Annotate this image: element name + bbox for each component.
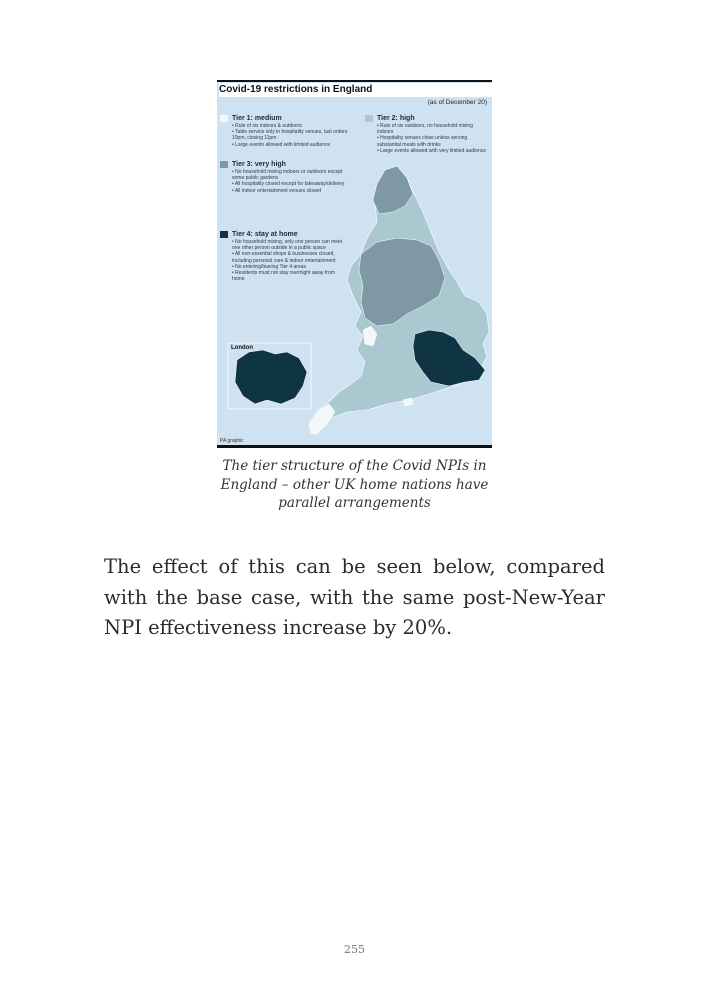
figure-date-note: (as of December 20) xyxy=(427,99,487,106)
tier-4-swatch xyxy=(220,231,228,238)
london-inset-label: London xyxy=(231,345,253,351)
tier-3-rule: • All indoor entertainment venues closed xyxy=(232,187,322,194)
figure-title: Covid-19 restrictions in England xyxy=(219,83,492,97)
tier-1-rule: • Rule of six indoors & outdoors xyxy=(232,123,302,129)
tier-1-rule: • Large events allowed with limited audience xyxy=(232,141,331,148)
tier-3-legend xyxy=(220,160,345,194)
tier-2-rule: • Hospitality venues close unless serving substantial meals with drinks xyxy=(377,135,468,148)
london-inset-map xyxy=(235,350,307,404)
tier-4-rule: • No entering/leaving Tier 4 areas xyxy=(232,263,307,270)
tier-3-rule: • All hospitality closed except for takeaway/delivery xyxy=(232,181,345,188)
tier-4-rule: • Residents must not stay overnight away from home xyxy=(232,270,335,283)
tier-2-rule: • Large events allowed with very limited audience xyxy=(377,147,487,154)
figure-credit: PA graphic xyxy=(220,438,244,444)
tier-2-rule: • Rule of six outdoors, no household mixing indoors xyxy=(377,123,473,136)
tier-3-rule: • No household mixing indoors or outdoors except some public gardens xyxy=(232,169,343,182)
tier-3-name: Tier 3: very high xyxy=(232,161,286,168)
tier-2-name: Tier 2: high xyxy=(377,115,415,122)
tier-1-legend xyxy=(220,114,360,148)
tier-4-rule: • All non-essential shops & businesses closed, including personal care & indoor entertainment xyxy=(232,251,336,264)
tier-4-name: Tier 4: stay at home xyxy=(232,231,298,238)
tier-map-figure xyxy=(217,80,492,448)
tier-2-legend xyxy=(365,114,489,154)
tier1-cornwall-region xyxy=(309,404,335,434)
body-paragraph: The effect of this can be seen below, compared with the base case, with the same post-New-Year NPI effectiveness increase by 20%. xyxy=(104,555,605,639)
figure-caption: The tier structure of the Covid NPIs in England – other UK home nations have parallel arrangements xyxy=(220,458,489,511)
tier-4-legend xyxy=(220,230,345,282)
tier-2-swatch xyxy=(365,115,373,122)
tier-1-swatch xyxy=(220,115,228,122)
tier-4-rule: • No household mixing, only one person can meet one other person outside in a public space xyxy=(232,239,343,252)
tier-1-name: Tier 1: medium xyxy=(232,115,282,122)
tier-3-swatch xyxy=(220,161,228,168)
page-number: 255 xyxy=(344,943,365,956)
tier-1-rule: • Table service only in hospitality venues, last orders 10pm, closing 11pm xyxy=(232,129,348,142)
